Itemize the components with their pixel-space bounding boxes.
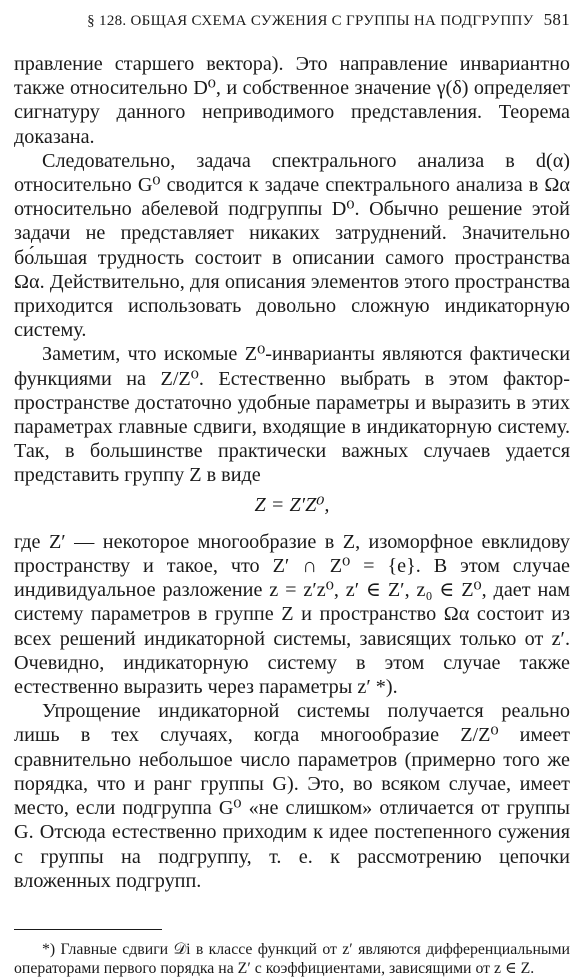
paragraph-spectral-analysis: Следовательно, задача спектрального анализа в d(α) относительно G⁰ сводится к задаче спектрального анализа в Ωα относительно абелевой подгруппы D⁰. Обычно решение этой задачи не представляет никаких затруднений. Значительно бо́льшая трудность состоит в описании самого пространства Ωα. Действительно, для описания элементов этого пространства приходится использовать довольно сложную индикаторную систему. — [14, 149, 570, 342]
page-number: 581 — [543, 10, 570, 29]
footnote-divider — [14, 929, 162, 930]
running-head — [14, 10, 570, 38]
formula-z-decomposition: Z = Z′Z⁰, — [254, 493, 330, 516]
section-title: § 128. ОБЩАЯ СХЕМА СУЖЕНИЯ С ГРУППЫ НА ПОДГРУППУ — [87, 13, 534, 29]
book-page — [14, 10, 570, 978]
paragraph-z0-invariants: Заметим, что искомые Z⁰-инварианты являются фактически функциями на Z/Z⁰. Естественно выбрать в этом фактор-пространстве достаточно удобные параметры и выразить в этих параметрах главные сдвиги, входящие в индикаторную систему. Так, в большинстве практически важных случаев удается представить группу Z в виде — [14, 343, 570, 487]
paragraph-simplification: Упрощение индикаторной системы получается реально лишь в тех случаях, когда многообразие Z/Z⁰ имеет сравнительно небольшое число параметров (примерно того же порядка, что и ранг группы G). Это, во всяком случае, имеет место, если подгруппа G⁰ «не слишком» отличается от группы G. Отсюда естественно приходим к идее постепенного сужения с группы на подгруппу, т. е. к рассмотрению цепочки вложенных подгрупп. — [14, 700, 570, 892]
footnote: *) Главные сдвиги 𝒟i в классе функций от z′ являются дифференциальными операторами первого порядка на Z′ с коэффициентами, зависящими от z ∈ Z. — [14, 940, 570, 977]
paragraph-continuation: правление старшего вектора). Это направление инвариантно также относительно D⁰, и собственное значение γ(δ) определяет сигнатуру данного неприводимого представления. Теорема доказана. — [14, 53, 570, 148]
paragraph-manifold: где Z′ — некоторое многообразие в Z, изоморфное евклидову пространству и такое, что Z′ ∩ Z⁰ = {e}. В этом случае индивидуальное разложение z = z′z⁰, z′ ∈ Z′, z₀ ∈ Z⁰, дает нам систему параметров в группе Z и пространство Ωα состоит из всех решений индикаторной системы, зависящих только от z′. Очевидно, индикаторную систему в этом случае также естественно выразить через параметры z′ *). — [14, 530, 570, 699]
